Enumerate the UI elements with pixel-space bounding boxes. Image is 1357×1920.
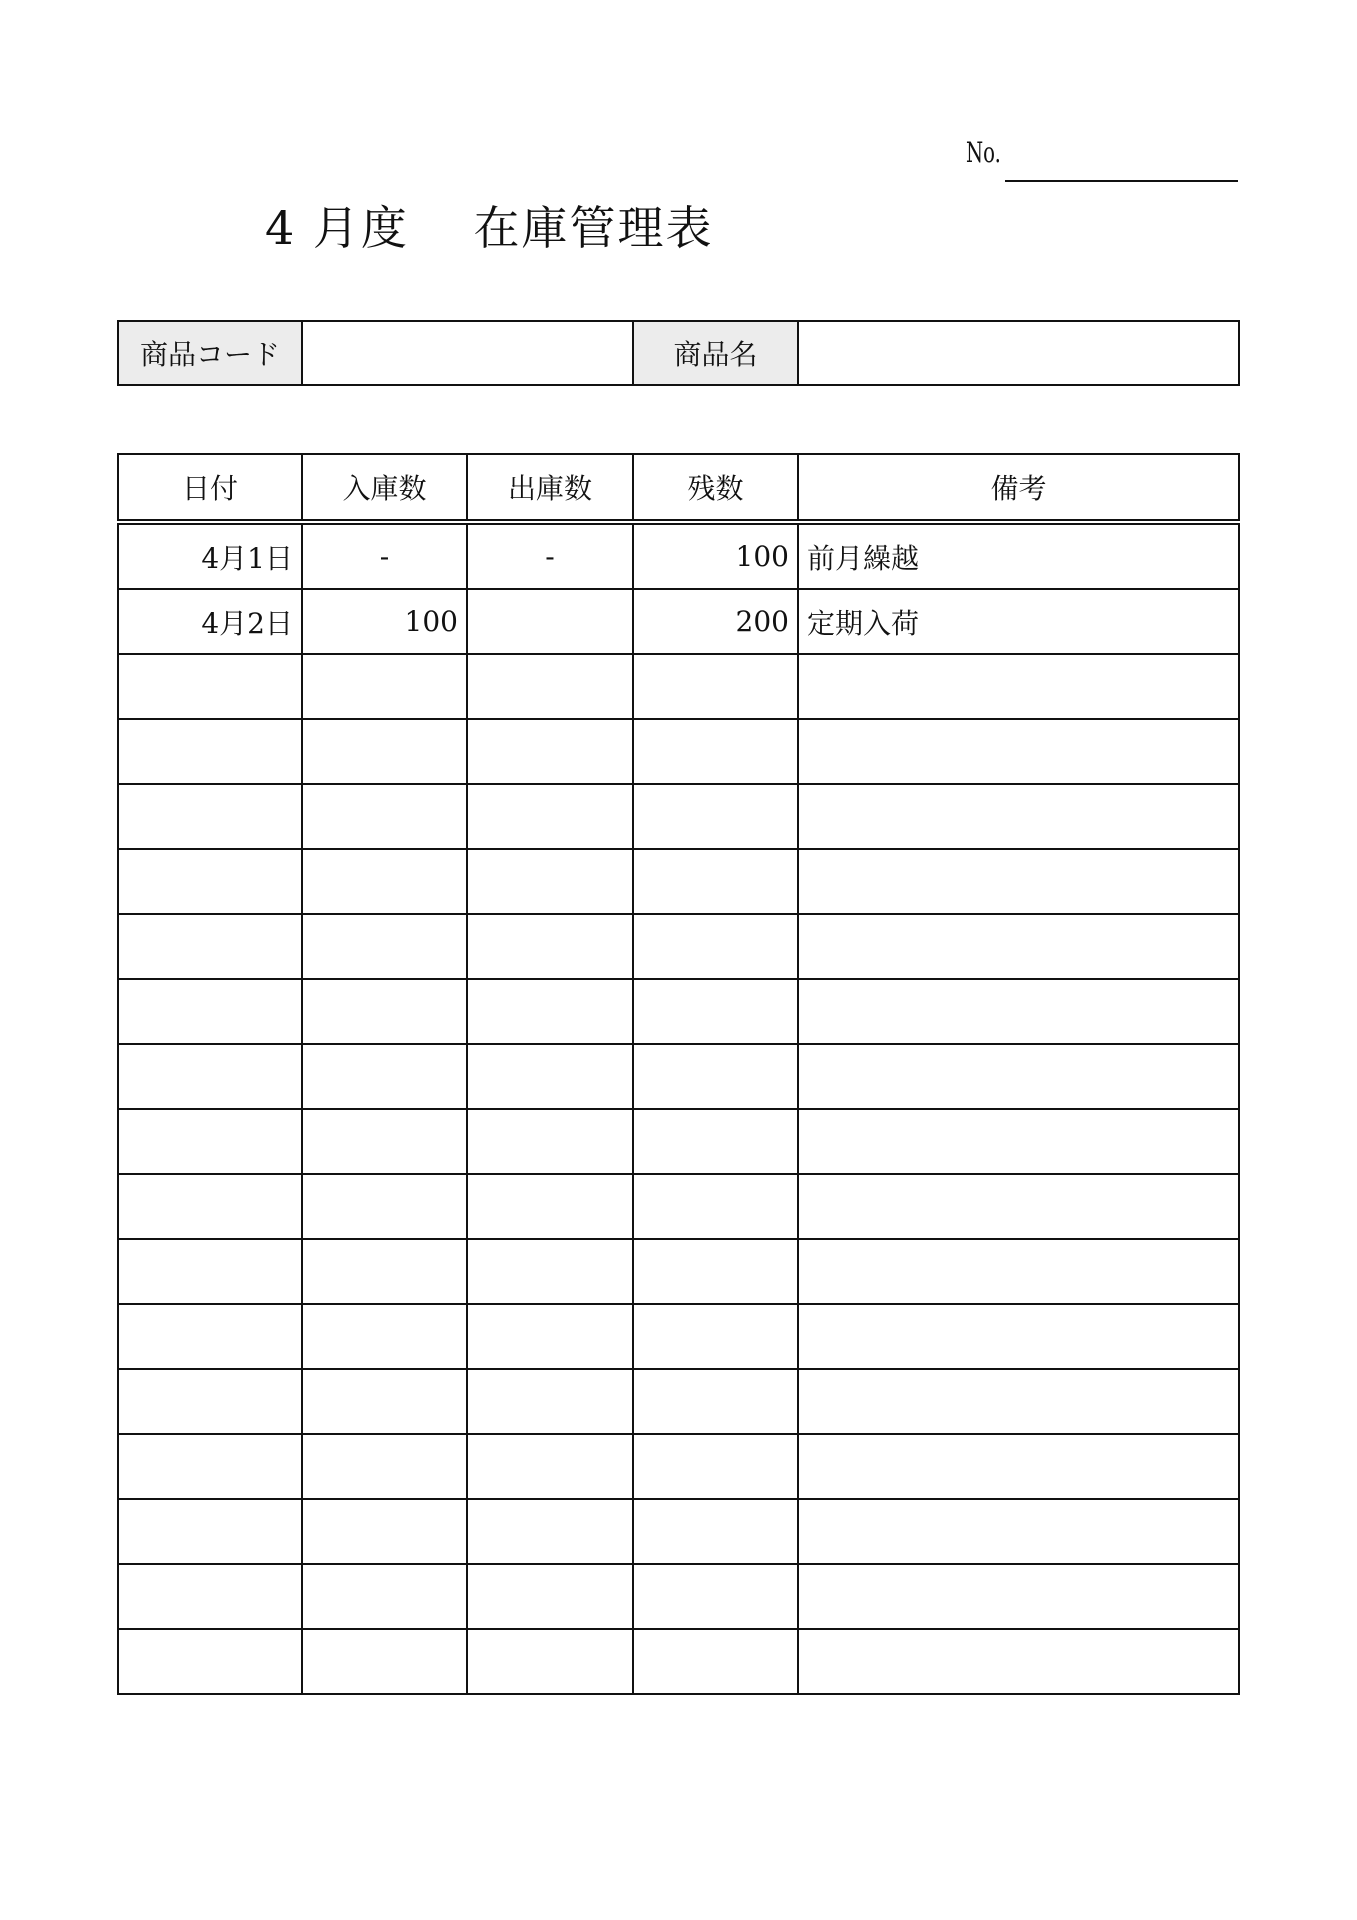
in-cell[interactable] bbox=[302, 914, 467, 979]
out-cell[interactable] bbox=[467, 1564, 633, 1629]
column-header-in: 入庫数 bbox=[302, 454, 467, 522]
balance-cell[interactable] bbox=[633, 1304, 798, 1369]
date-cell[interactable] bbox=[118, 1174, 302, 1239]
table-row bbox=[118, 1109, 1239, 1174]
date-cell[interactable] bbox=[118, 914, 302, 979]
table-row bbox=[118, 849, 1239, 914]
date-cell[interactable] bbox=[118, 1304, 302, 1369]
table-row bbox=[118, 589, 1239, 654]
out-cell[interactable] bbox=[467, 914, 633, 979]
table-row bbox=[118, 1304, 1239, 1369]
notes-cell[interactable] bbox=[798, 1499, 1239, 1564]
date-cell[interactable] bbox=[118, 1369, 302, 1434]
notes-cell[interactable] bbox=[798, 914, 1239, 979]
table-row bbox=[118, 1564, 1239, 1629]
date-cell[interactable] bbox=[118, 1629, 302, 1694]
number-field[interactable] bbox=[1005, 180, 1238, 182]
product-code-field[interactable] bbox=[302, 321, 633, 385]
in-cell[interactable] bbox=[302, 1499, 467, 1564]
balance-cell[interactable] bbox=[633, 1434, 798, 1499]
notes-cell[interactable] bbox=[798, 1239, 1239, 1304]
balance-cell[interactable] bbox=[633, 849, 798, 914]
table-row bbox=[118, 719, 1239, 784]
notes-cell[interactable] bbox=[798, 784, 1239, 849]
in-cell[interactable] bbox=[302, 1369, 467, 1434]
product-name-label: 商品名 bbox=[633, 321, 798, 385]
date-cell[interactable] bbox=[118, 719, 302, 784]
date-cell[interactable] bbox=[118, 784, 302, 849]
out-cell[interactable] bbox=[467, 1109, 633, 1174]
out-cell[interactable] bbox=[467, 719, 633, 784]
column-header-out: 出庫数 bbox=[467, 454, 633, 522]
out-cell[interactable]: - bbox=[467, 522, 633, 589]
out-cell[interactable] bbox=[467, 1239, 633, 1304]
out-cell[interactable] bbox=[467, 979, 633, 1044]
table-row bbox=[118, 1044, 1239, 1109]
in-cell[interactable] bbox=[302, 979, 467, 1044]
notes-cell[interactable] bbox=[798, 1369, 1239, 1434]
notes-cell[interactable] bbox=[798, 1174, 1239, 1239]
table-row bbox=[118, 654, 1239, 719]
column-header-notes: 備考 bbox=[798, 454, 1239, 522]
notes-cell[interactable] bbox=[798, 1564, 1239, 1629]
page-title: 4 月度 在庫管理表 bbox=[265, 201, 714, 255]
table-row bbox=[118, 979, 1239, 1044]
notes-cell[interactable] bbox=[798, 979, 1239, 1044]
date-cell[interactable] bbox=[118, 1499, 302, 1564]
out-cell[interactable] bbox=[467, 1369, 633, 1434]
out-cell[interactable] bbox=[467, 849, 633, 914]
balance-cell[interactable]: 100 bbox=[633, 522, 798, 589]
table-row bbox=[118, 784, 1239, 849]
in-cell[interactable] bbox=[302, 654, 467, 719]
out-cell[interactable] bbox=[467, 1629, 633, 1694]
product-name-field[interactable] bbox=[798, 321, 1239, 385]
table-row bbox=[118, 1434, 1239, 1499]
balance-cell[interactable] bbox=[633, 784, 798, 849]
out-cell[interactable] bbox=[467, 654, 633, 719]
product-code-label: 商品コード bbox=[118, 321, 302, 385]
balance-cell[interactable] bbox=[633, 1629, 798, 1694]
in-cell[interactable]: 100 bbox=[302, 589, 467, 654]
in-cell[interactable] bbox=[302, 1434, 467, 1499]
table-row bbox=[118, 522, 1239, 589]
balance-cell[interactable] bbox=[633, 1369, 798, 1434]
date-cell[interactable] bbox=[118, 1109, 302, 1174]
out-cell[interactable] bbox=[467, 1174, 633, 1239]
notes-cell[interactable] bbox=[798, 1109, 1239, 1174]
in-cell[interactable]: - bbox=[302, 522, 467, 589]
notes-cell[interactable] bbox=[798, 719, 1239, 784]
table-row bbox=[118, 1369, 1239, 1434]
notes-cell[interactable] bbox=[798, 849, 1239, 914]
balance-cell[interactable] bbox=[633, 1109, 798, 1174]
balance-cell[interactable] bbox=[633, 979, 798, 1044]
notes-cell[interactable]: 定期入荷 bbox=[798, 589, 1239, 654]
table-row bbox=[118, 1174, 1239, 1239]
in-cell[interactable] bbox=[302, 784, 467, 849]
balance-cell[interactable]: 200 bbox=[633, 589, 798, 654]
out-cell[interactable] bbox=[467, 589, 633, 654]
date-cell[interactable] bbox=[118, 654, 302, 719]
number-label: No. bbox=[966, 136, 1001, 169]
balance-cell[interactable] bbox=[633, 1044, 798, 1109]
date-cell[interactable]: 4月1日 bbox=[118, 522, 302, 589]
notes-cell[interactable] bbox=[798, 654, 1239, 719]
date-cell[interactable] bbox=[118, 849, 302, 914]
notes-cell[interactable] bbox=[798, 1044, 1239, 1109]
notes-cell[interactable] bbox=[798, 1304, 1239, 1369]
table-row bbox=[118, 1499, 1239, 1564]
in-cell[interactable] bbox=[302, 849, 467, 914]
in-cell[interactable] bbox=[302, 1044, 467, 1109]
date-cell[interactable] bbox=[118, 1564, 302, 1629]
in-cell[interactable] bbox=[302, 1304, 467, 1369]
date-cell[interactable] bbox=[118, 1434, 302, 1499]
inventory-table bbox=[117, 453, 1240, 1695]
balance-cell[interactable] bbox=[633, 719, 798, 784]
product-info-table bbox=[117, 320, 1240, 386]
table-row bbox=[118, 914, 1239, 979]
notes-cell[interactable] bbox=[798, 1434, 1239, 1499]
out-cell[interactable] bbox=[467, 784, 633, 849]
in-cell[interactable] bbox=[302, 1564, 467, 1629]
table-header-row bbox=[118, 454, 1239, 522]
in-cell[interactable] bbox=[302, 1239, 467, 1304]
balance-cell[interactable] bbox=[633, 1499, 798, 1564]
balance-cell[interactable] bbox=[633, 914, 798, 979]
in-cell[interactable] bbox=[302, 1174, 467, 1239]
date-cell[interactable] bbox=[118, 1044, 302, 1109]
in-cell[interactable] bbox=[302, 1109, 467, 1174]
table-row bbox=[118, 1239, 1239, 1304]
notes-cell[interactable]: 前月繰越 bbox=[798, 522, 1239, 589]
date-cell[interactable] bbox=[118, 1239, 302, 1304]
in-cell[interactable] bbox=[302, 719, 467, 784]
date-cell[interactable] bbox=[118, 979, 302, 1044]
date-cell[interactable]: 4月2日 bbox=[118, 589, 302, 654]
out-cell[interactable] bbox=[467, 1499, 633, 1564]
column-header-date: 日付 bbox=[118, 454, 302, 522]
balance-cell[interactable] bbox=[633, 654, 798, 719]
column-header-balance: 残数 bbox=[633, 454, 798, 522]
table-row bbox=[118, 1629, 1239, 1694]
notes-cell[interactable] bbox=[798, 1629, 1239, 1694]
out-cell[interactable] bbox=[467, 1434, 633, 1499]
balance-cell[interactable] bbox=[633, 1174, 798, 1239]
balance-cell[interactable] bbox=[633, 1239, 798, 1304]
out-cell[interactable] bbox=[467, 1304, 633, 1369]
balance-cell[interactable] bbox=[633, 1564, 798, 1629]
in-cell[interactable] bbox=[302, 1629, 467, 1694]
out-cell[interactable] bbox=[467, 1044, 633, 1109]
